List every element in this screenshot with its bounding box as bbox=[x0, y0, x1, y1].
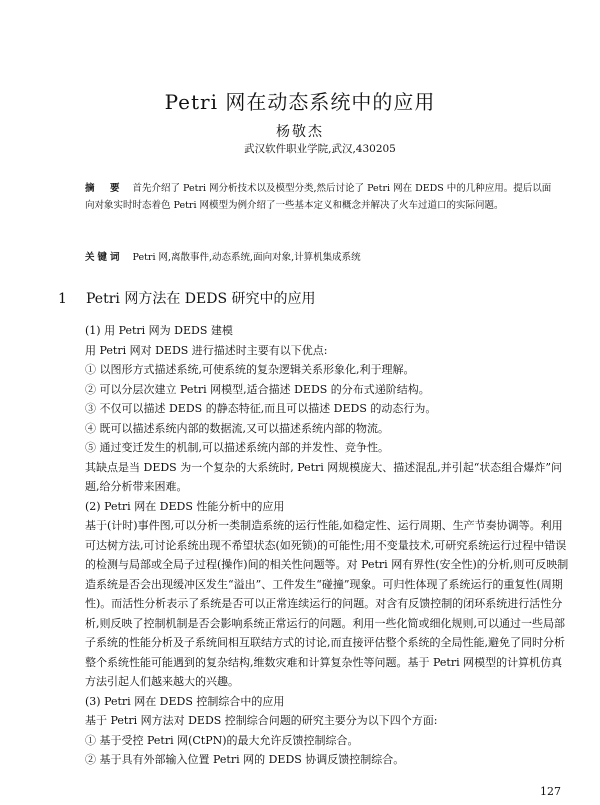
page-number: 127 bbox=[540, 785, 561, 798]
subsection-heading: (1) 用 Petri 网为 DEDS 建模 bbox=[85, 324, 233, 337]
abstract bbox=[85, 180, 560, 214]
list-item: ① 基于受控 Petri 网(CtPN)的最大允许反馈控制综合。 bbox=[85, 733, 359, 747]
section-number: 1 bbox=[58, 291, 67, 307]
list-item: ② 可以分层次建立 Petri 网模型,适合描述 DEDS 的分布式递阶结构。 bbox=[85, 382, 430, 396]
keywords-label: 关键词 bbox=[85, 252, 123, 263]
subsection-heading: (2) Petri 网在 DEDS 性能分析中的应用 bbox=[85, 499, 285, 513]
paragraph: 其缺点是当 DEDS 为一个复杂的大系统时, Petri 网规模庞大、描述混乱,并引起“状态组合爆炸”问题,给分析带来困难。 bbox=[85, 460, 563, 493]
abstract-label: 摘 要 bbox=[85, 183, 123, 194]
keywords bbox=[85, 249, 560, 263]
list-item: ⑤ 通过变迁发生的机制,可以描述系统内部的并发性、竞争性。 bbox=[85, 441, 389, 454]
body-text bbox=[85, 321, 573, 770]
list-item: ② 基于具有外部输入位置 Petri 网的 DEDS 协调反馈控制综合。 bbox=[85, 753, 405, 766]
list-item: ① 以图形方式描述系统,可使系统的复杂逻辑关系形象化,利于理解。 bbox=[85, 363, 415, 376]
author-affiliation: 武汉软件职业学院,武汉,430205 bbox=[244, 143, 396, 155]
list-item: ③ 不仅可以描述 DEDS 的静态特征,而且可以描述 DEDS 的动态行为。 bbox=[85, 402, 437, 415]
section-heading bbox=[58, 288, 315, 308]
subsection-heading: (3) Petri 网在 DEDS 控制综合中的应用 bbox=[85, 694, 285, 708]
author-name: 杨敬杰 bbox=[276, 124, 324, 140]
list-item: ④ 既可以描述系统内部的数据流,又可以描述系统内部的物流。 bbox=[85, 421, 389, 435]
paragraph: 基于 Petri 网方法对 DEDS 控制综合问题的研究主要分为以下四个方面: bbox=[85, 714, 438, 727]
paper-title: Petri 网在动态系统中的应用 bbox=[164, 90, 436, 115]
paragraph: 用 Petri 网对 DEDS 进行描述时主要有以下优点: bbox=[85, 343, 328, 357]
abstract-text: 首先介绍了 Petri 网分析技术以及模型分类,然后讨论了 Petri 网在 DEDS 中的几种应用。提后以面向对象实时时态着色 Petri 网模型为例介绍了一些基本定义和概念并解决了火车过道口的实际问题。 bbox=[85, 183, 552, 211]
keywords-text: Petri 网,离散事件,动态系统,面向对象,计算机集成系统 bbox=[132, 252, 361, 263]
paragraph: 基于(计时)事件图,可以分析一类制造系统的运行性能,如稳定性、运行周期、生产节奏协调等。利用可达树方法,可讨论系统出现不希望状态(如死锁)的可能性;用不变量技术,可研究系统运行过程中错误的检测与局部或全局子过程(操作)间的相关性问题等。对 Petri 网有界性(安全性)的分析,则可反映制造系统是否会出现缓冲区发生“溢出”、工件发生“碰撞”现象。可归性体现了系统运行的重复性(周期性)。而活性分析表示了系统是否可以正常连续运行的问题。对含有反馈控制的闭环系统进行活性分析,则反映了控制机制是否会影响系统正常运行的问题。利用一些化简或细化规则,可以通过一些局部子系统的性能分析及子系统间相互联结方式的讨论,而直接评估整个系统的全局性能,避免了同时分析整个系统性能可能遇到的复杂结构,维数灾难和计算复杂性等问题。基于 Petri 网模型的计算机仿真方法引起人们越来越大的兴趣。 bbox=[85, 519, 569, 688]
section-title: Petri 网方法在 DEDS 研究中的应用 bbox=[86, 291, 316, 307]
